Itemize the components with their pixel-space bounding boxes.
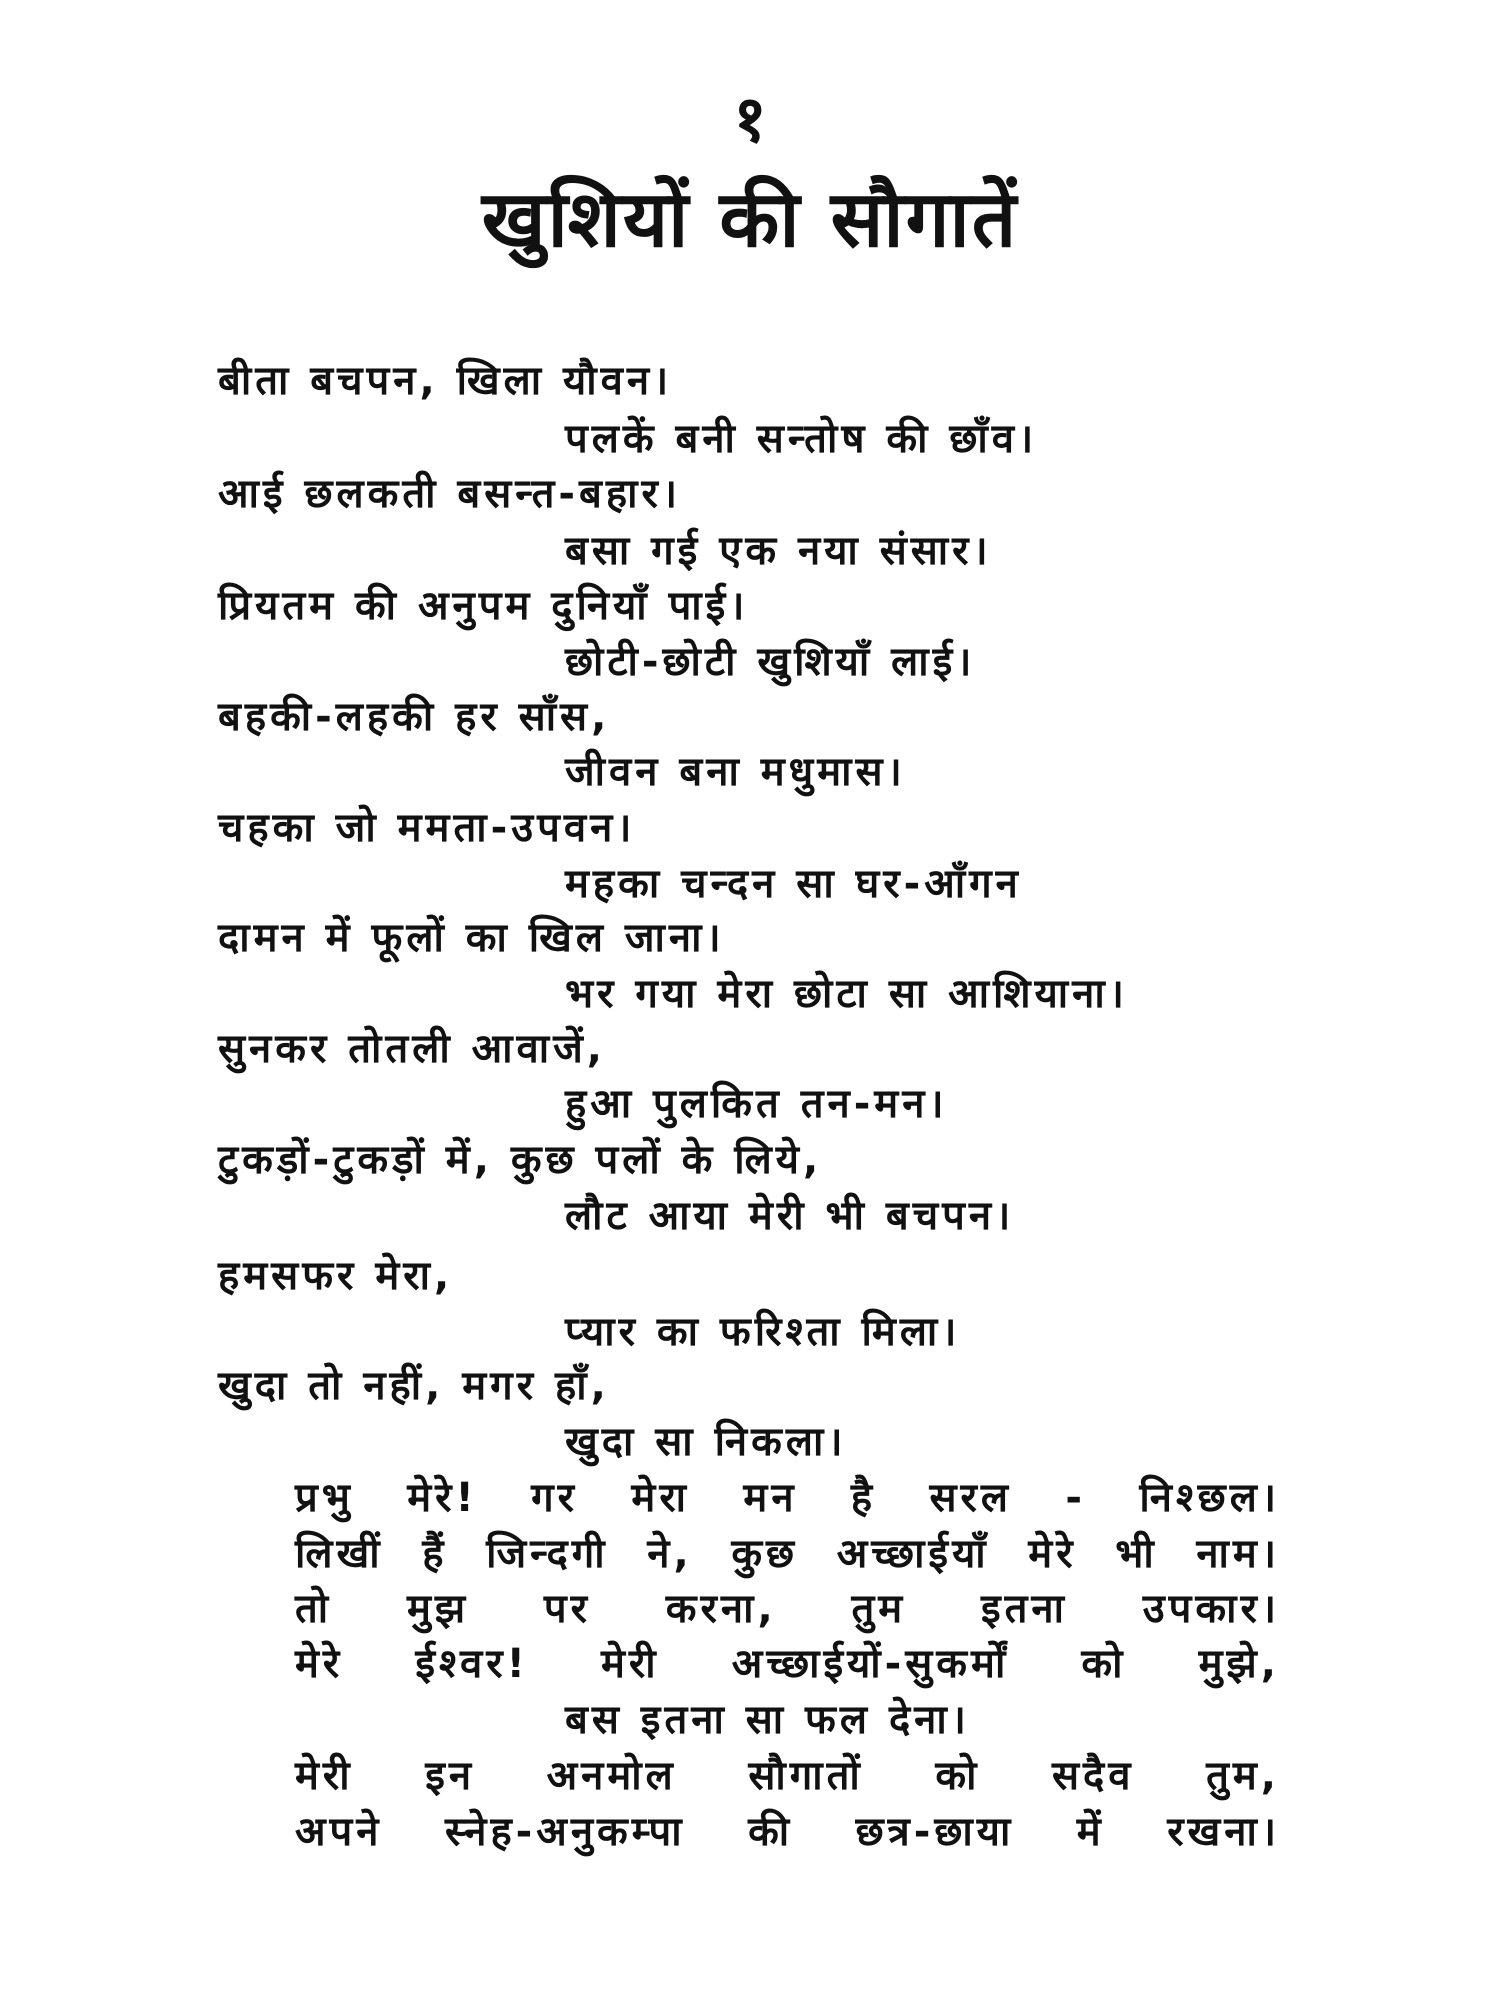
poem-line: दामन में फूलों का खिल जाना। bbox=[218, 915, 725, 961]
poem-line: प्यार का फरिश्ता मिला। bbox=[565, 1309, 961, 1355]
poem-line: आई छलकती बसन्त-बहार। bbox=[218, 471, 681, 517]
poem-line: बसा गई एक नया संसार। bbox=[565, 528, 992, 574]
poem-line: लिखीं हैं जिन्दगी ने, कुछ अच्छाईयाँ मेरे भी नाम। bbox=[295, 1531, 1280, 1577]
chapter-number: १ bbox=[733, 83, 767, 157]
poem-line: बहकी-लहकी हर साँस, bbox=[218, 694, 611, 740]
poem-line: प्रभु मेरे! गर मेरा मन है सरल - निश्छल। bbox=[295, 1475, 1280, 1521]
poem-line: सुनकर तोतली आवाजें, bbox=[218, 1026, 606, 1072]
poem-line: बीता बचपन, खिला यौवन। bbox=[218, 358, 673, 404]
poem-line: खुदा तो नहीं, मगर हाँ, bbox=[218, 1363, 610, 1409]
poem-line: छोटी-छोटी खुशियाँ लाई। bbox=[565, 639, 976, 685]
poem-line: जीवन बना मधुमास। bbox=[565, 749, 906, 795]
poem-line: टुकड़ों-टुकड़ों में, कुछ पलों के लिये, bbox=[218, 1137, 823, 1183]
poem-line: हुआ पुलकित तन-मन। bbox=[565, 1081, 948, 1127]
poem-line: भर गया मेरा छोटा सा आशियाना। bbox=[565, 971, 1128, 1017]
poem-line: प्रियतम की अनुपम दुनियाँ पाई। bbox=[218, 583, 749, 629]
poem-line: महका चन्दन सा घर-आँगन bbox=[565, 861, 1022, 907]
poem-line: मेरी इन अनमोल सौगातों को सदैव तुम, bbox=[295, 1753, 1280, 1799]
poem-line: लौट आया मेरी भी बचपन। bbox=[565, 1193, 1015, 1239]
poem-line: बस इतना सा फल देना। bbox=[565, 1697, 970, 1743]
poem-line: चहका जो ममता-उपवन। bbox=[218, 805, 636, 851]
poem-line: तो मुझ पर करना, तुम इतना उपकार। bbox=[295, 1586, 1280, 1632]
poem-line: खुदा सा निकला। bbox=[565, 1419, 847, 1465]
poem-line: पलकें बनी सन्तोष की छाँव। bbox=[565, 416, 1038, 462]
poem-line: हमसफर मेरा, bbox=[218, 1253, 454, 1299]
poem-line: मेरे ईश्वर! मेरी अच्छाईयों-सुकर्मों को मुझे, bbox=[295, 1641, 1280, 1687]
poem-title: खुशियों की सौगातें bbox=[481, 175, 1019, 265]
poem-line: अपने स्नेह-अनुकम्पा की छत्र-छाया में रखना। bbox=[295, 1809, 1280, 1855]
